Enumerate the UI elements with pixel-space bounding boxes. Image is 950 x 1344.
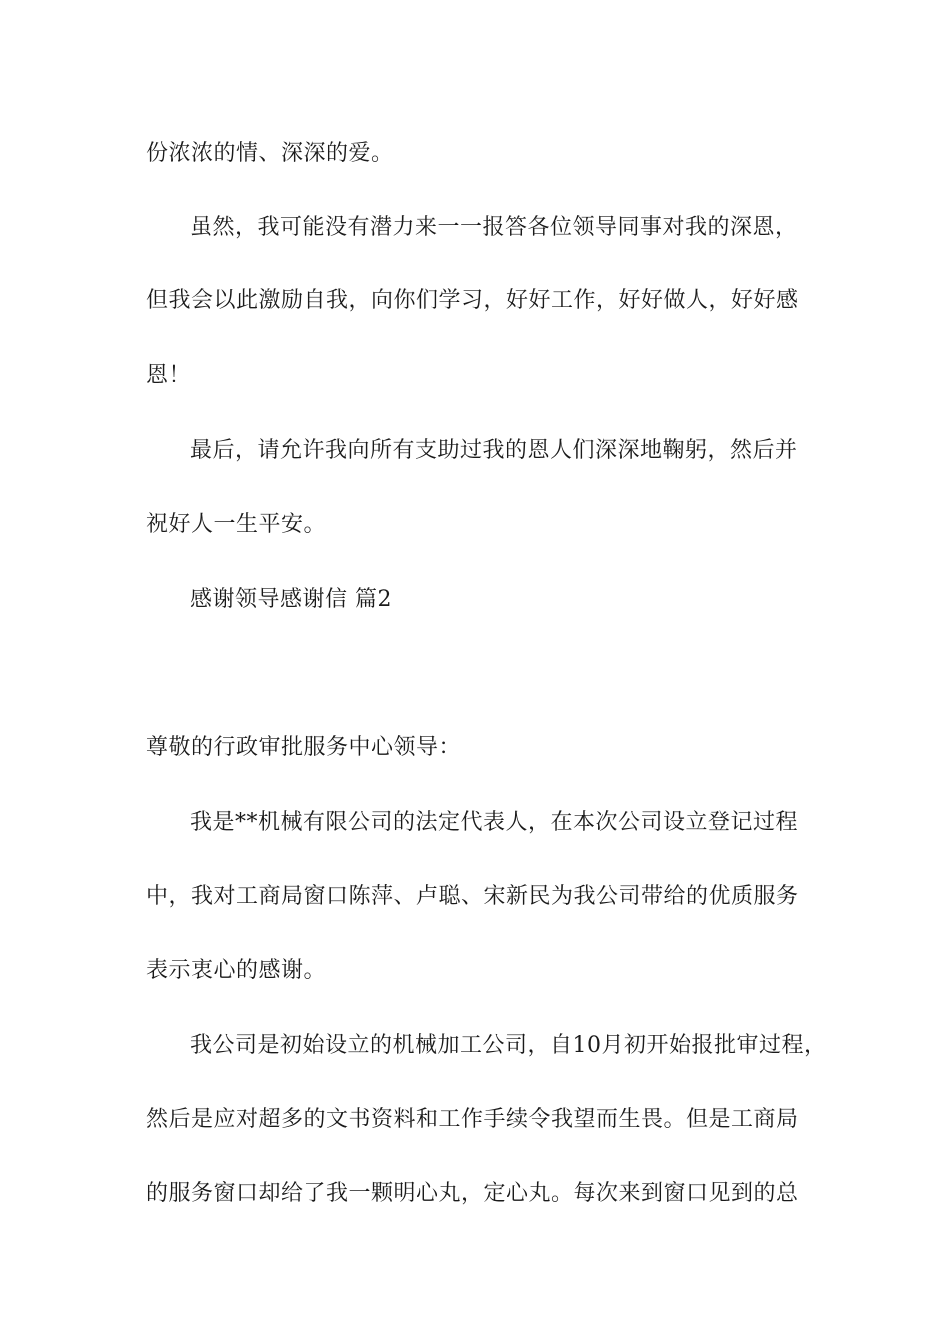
text-line: 的服务窗口却给了我一颗明心丸，定心丸。每次来到窗口见到的总	[146, 1181, 799, 1206]
text-line: 祝好人一生平安。	[146, 512, 327, 537]
text-line: 份浓浓的情、深深的爱。	[146, 141, 394, 166]
section-heading: 感谢领导感谢信 篇2	[190, 587, 392, 612]
paragraph-start-line: 我公司是初始设立的机械加工公司，自10月初开始报批审过程，	[190, 1033, 827, 1058]
paragraph-start-line: 我是**机械有限公司的法定代表人，在本次公司设立登记过程	[190, 810, 799, 835]
paragraph-start-line: 最后，请允许我向所有支助过我的恩人们深深地鞠躬，然后并	[190, 438, 798, 463]
paragraph-start-line: 虽然，我可能没有潜力来一一报答各位领导同事对我的深恩，	[190, 215, 798, 240]
text-line: 表示衷心的感谢。	[146, 958, 327, 983]
text-line: 恩！	[146, 363, 192, 388]
text-line: 中，我对工商局窗口陈萍、卢聪、宋新民为我公司带给的优质服务	[146, 884, 799, 909]
salutation-line: 尊敬的行政审批服务中心领导：	[146, 735, 462, 760]
text-line: 然后是应对超多的文书资料和工作手续令我望而生畏。但是工商局	[146, 1107, 799, 1132]
text-line: 但我会以此激励自我，向你们学习，好好工作，好好做人，好好感	[146, 288, 799, 313]
